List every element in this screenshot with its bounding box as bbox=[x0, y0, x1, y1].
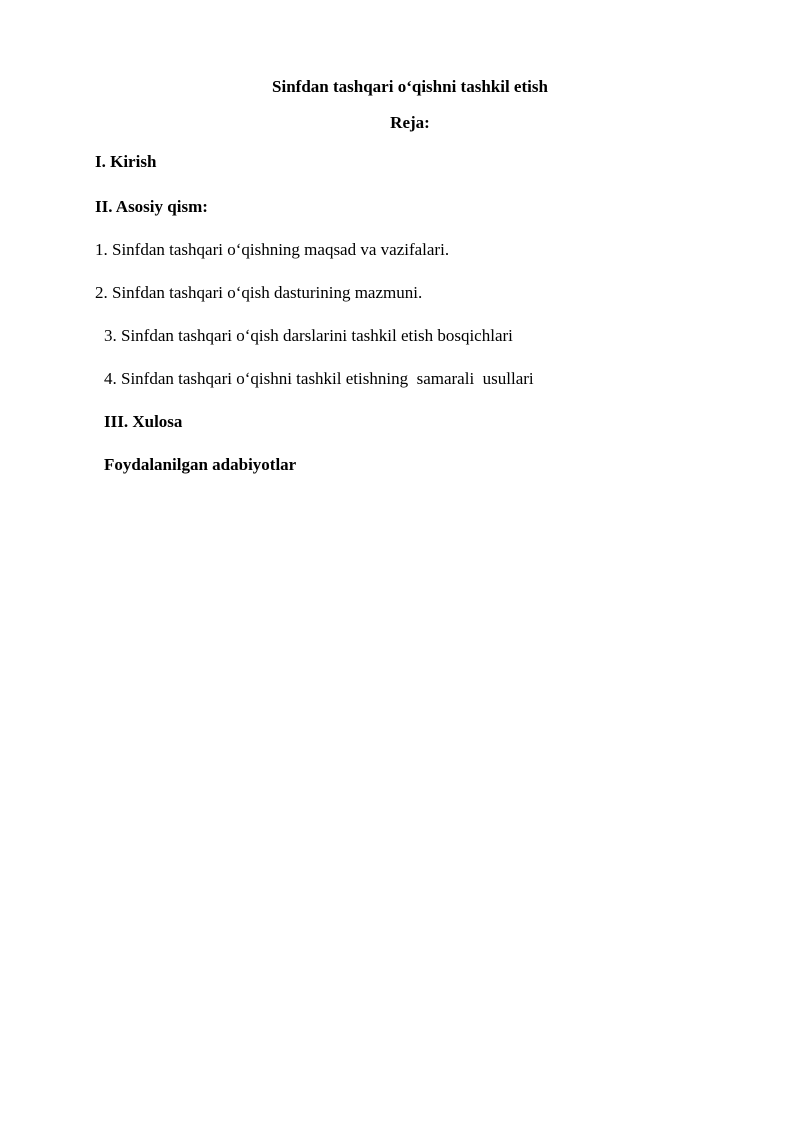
document-subtitle: Reja: bbox=[390, 113, 430, 132]
section-intro: I. Kirish bbox=[95, 152, 157, 171]
document-title: Sinfdan tashqari o‘qishni tashkil etish bbox=[272, 77, 548, 96]
outline-item-3: 3. Sinfdan tashqari o‘qish darslarini tashkil etish bosqichlari bbox=[104, 326, 513, 345]
outline-item-1: 1. Sinfdan tashqari o‘qishning maqsad va vazifalari. bbox=[95, 240, 450, 259]
section-conclusion: III. Xulosa bbox=[104, 412, 183, 431]
section-references: Foydalanilgan adabiyotlar bbox=[104, 455, 297, 474]
outline-item-4: 4. Sinfdan tashqari o‘qishni tashkil etishning samarali usullari bbox=[104, 369, 534, 388]
outline-item-2: 2. Sinfdan tashqari o‘qish dasturining mazmuni. bbox=[95, 283, 423, 302]
section-main: II. Asosiy qism: bbox=[95, 197, 208, 216]
